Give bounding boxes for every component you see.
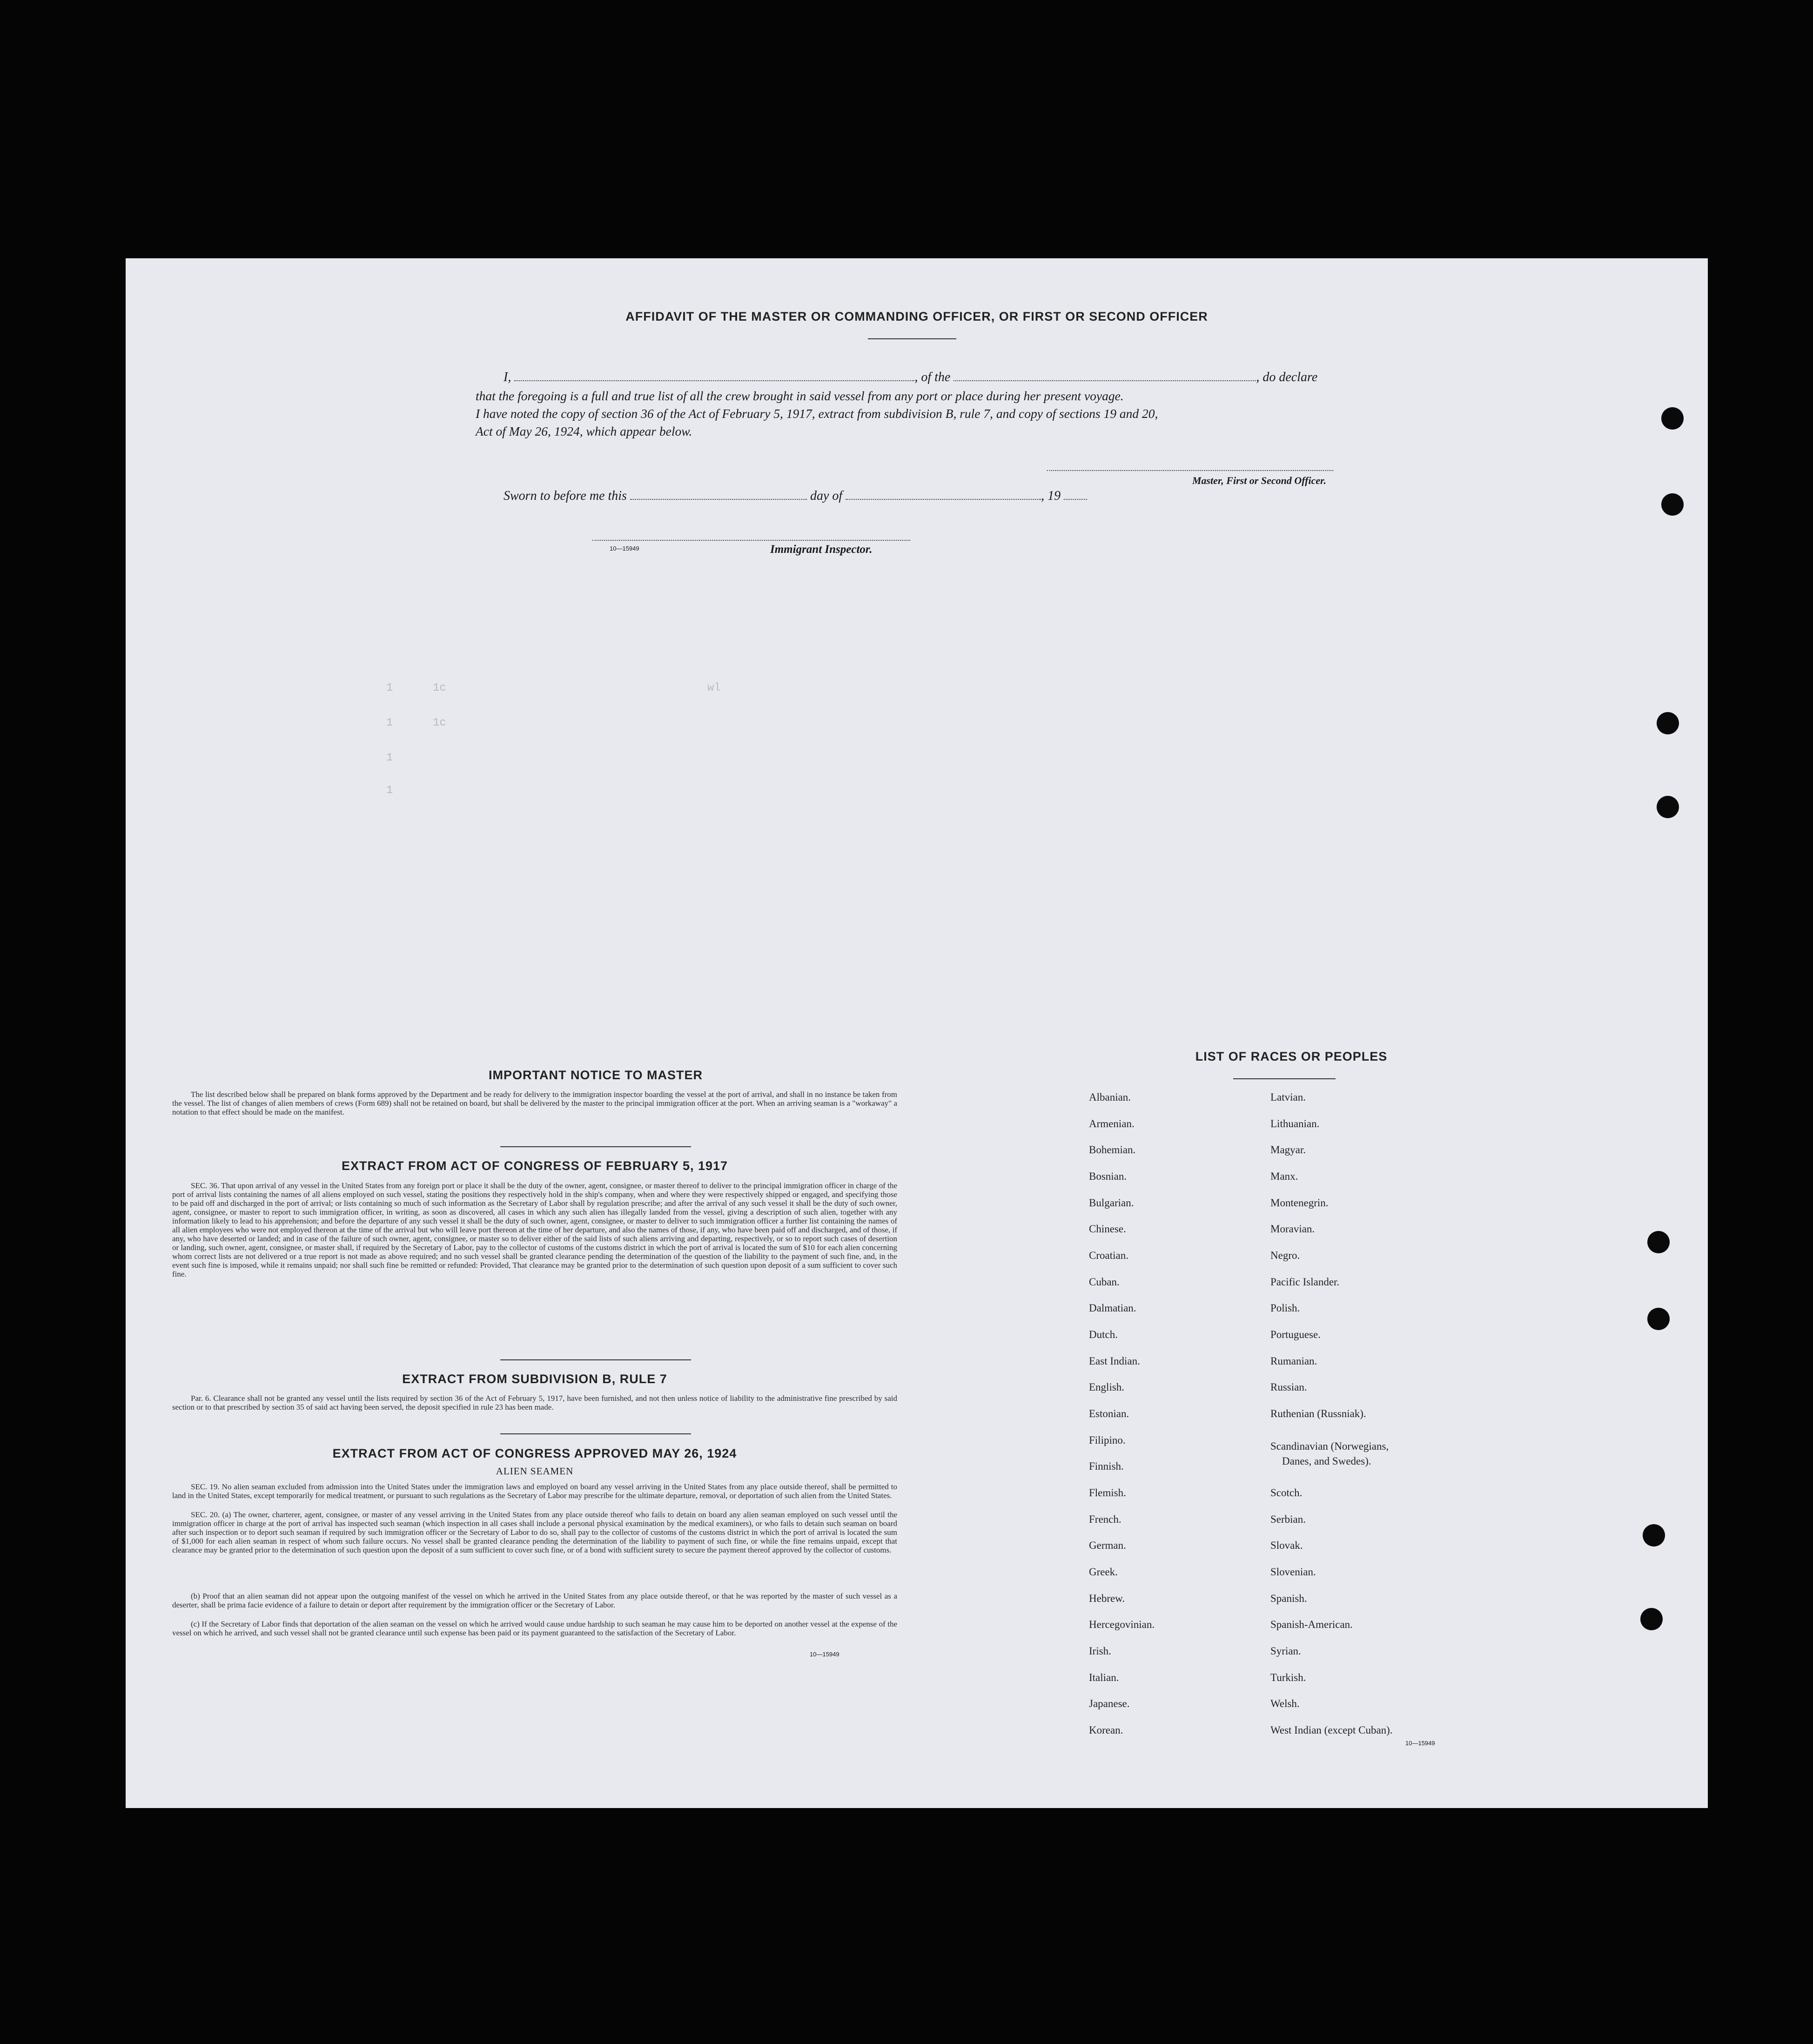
race-item: Estonian.: [1089, 1408, 1129, 1419]
race-item: Armenian.: [1089, 1118, 1135, 1130]
punch-hole: [1647, 1308, 1670, 1330]
races-title: LIST OF RACES OR PEOPLES: [1195, 1049, 1388, 1063]
race-item: Finnish.: [1089, 1460, 1124, 1472]
race-item: Latvian.: [1270, 1091, 1306, 1103]
signature-label: Master, First or Second Officer.: [1192, 475, 1326, 486]
inspector-label: Immigrant Inspector.: [770, 543, 873, 556]
punch-hole: [1640, 1608, 1663, 1630]
extract-1924-sec20c: (c) If the Secretary of Labor finds that deportation of the alien seaman on the vessel on which he arrived would cause undue hardship to such seaman he may cause him to be deported on another vessel at the expense of the vessel on which he arrived, and such vessel shall not be granted clearance until such expense has been paid or its payment guaranteed to the satisfaction of the Secretary of Labor.: [172, 1620, 897, 1637]
rule7-title: EXTRACT FROM SUBDIVISION B, RULE 7: [402, 1372, 667, 1386]
sworn-day-of: day of: [810, 489, 843, 503]
race-item: Hercegovinian.: [1089, 1619, 1155, 1630]
race-item: English.: [1089, 1381, 1125, 1393]
race-item: Bohemian.: [1089, 1144, 1136, 1156]
punch-hole: [1657, 796, 1679, 818]
race-item: Polish.: [1270, 1302, 1300, 1314]
races-form-number: 10—15949: [1405, 1740, 1435, 1747]
race-item: Montenegrin.: [1270, 1197, 1329, 1209]
race-item: Turkish.: [1270, 1672, 1306, 1683]
bleed-through: wl: [707, 682, 721, 694]
race-item: Chinese.: [1089, 1223, 1126, 1235]
race-item: Irish.: [1089, 1645, 1111, 1657]
race-item: Bosnian.: [1089, 1170, 1127, 1182]
race-item: Negro.: [1270, 1250, 1300, 1261]
extract-1924-subtitle: ALIEN SEAMEN: [496, 1466, 574, 1477]
race-item: Croatian.: [1089, 1250, 1128, 1261]
extract-1924-sec20a: SEC. 20. (a) The owner, charterer, agent, consignee, or master of any vessel arriving in the United States from any place outside thereof who fails to detain on board any alien seaman employed on such vessel until the immigration officer in charge at the port of arrival has inspected such seaman (which inspection in all cases shall include a personal physical examination by the medical examiners), or who fails to detain such seaman on board after such inspection or to deport such seaman if required by such immigration officer or the Secretary of Labor to do so, shall pay to the collector of customs of the customs district in which the port of arrival is located the sum of $1,000 for each alien seaman in respect of whom such failure occurs. No vessel shall be granted clearance pending the determination of the liability to payment of such fine, or while the fine remains unpaid, except that clearance may be granted prior to the determination of such question upon the deposit of a sum sufficient to cover such fine, or of a bond with sufficient surety to secure the payment thereof approved by the collector of customs.: [172, 1510, 897, 1554]
affidavit-title: AFFIDAVIT OF THE MASTER OR COMMANDING OFFICER, OR FIRST OR SECOND OFFICER: [625, 309, 1208, 323]
race-item: Russian.: [1270, 1381, 1307, 1393]
race-item: Japanese.: [1089, 1698, 1130, 1709]
race-item: Magyar.: [1270, 1144, 1306, 1156]
divider: [500, 1359, 691, 1360]
sworn-prefix: Sworn to before me this: [504, 489, 627, 503]
declaration-do-declare: , do declare: [1256, 370, 1318, 384]
affidavit-form-number: 10—15949: [610, 545, 639, 552]
race-item: Scandinavian (Norwegians,: [1270, 1440, 1389, 1452]
race-item: Flemish.: [1089, 1487, 1126, 1499]
punch-hole: [1657, 712, 1679, 734]
extract-1924-form-number: 10—15949: [810, 1651, 839, 1658]
punch-hole: [1647, 1231, 1670, 1253]
extract-1924-sec20b: (b) Proof that an alien seaman did not appear upon the outgoing manifest of the vessel on which he arrived in the United States from any place outside thereof, or that he was reported by the master of such vessel as a deserter, shall be prima facie evidence of a failure to detain or deport after requirement by the immigration officer or the Secretary of Labor.: [172, 1592, 897, 1609]
bleed-through: 1: [386, 784, 393, 797]
race-item-continuation: Danes, and Swedes).: [1282, 1455, 1371, 1467]
declaration-line-3: I have noted the copy of section 36 of the Act of February 5, 1917, extract from subdivision B, rule 7, and copy of sections 19 and 20,: [476, 406, 1158, 421]
vessel-blank[interactable]: [954, 380, 1256, 381]
race-item: Moravian.: [1270, 1223, 1315, 1235]
declaration-line-4: Act of May 26, 1924, which appear below.: [476, 424, 692, 438]
signature-line[interactable]: [1047, 470, 1333, 471]
race-item: Italian.: [1089, 1672, 1119, 1683]
race-item: Filipino.: [1089, 1434, 1126, 1446]
race-item: Serbian.: [1270, 1513, 1306, 1525]
race-item: Spanish-American.: [1270, 1619, 1353, 1630]
race-item: Ruthenian (Russniak).: [1270, 1408, 1366, 1419]
notice-body: The list described below shall be prepared on blank forms approved by the Department and be ready for delivery to the immigration inspector boarding the vessel at the port of arrival, and shall in no instance be taken from the vessel. The list of changes of alien members of crews (Form 689) shall not be retained on board, but shall be delivered by the master to the principal immigration officer at the port. When an arriving seaman is a "workaway" a notation to that effect should be made on the manifest.: [172, 1090, 897, 1116]
race-item: Lithuanian.: [1270, 1118, 1320, 1130]
divider: [868, 338, 956, 339]
notice-title: IMPORTANT NOTICE TO MASTER: [489, 1068, 703, 1082]
race-item: West Indian (except Cuban).: [1270, 1724, 1393, 1736]
sworn-month-blank[interactable]: [846, 499, 1041, 500]
sworn-line: [504, 489, 1295, 504]
race-item: Greek.: [1089, 1566, 1118, 1578]
extract-1924-sec19: SEC. 19. No alien seaman excluded from admission into the United States under the immigration laws and employed on board any vessel arriving in the United States from any place outside thereof, shall be permitted to land in the United States, except temporarily for medical treatment, or pursuant to such regulations as the Secretary of Labor may prescribe for the ultimate departure, removal, or deportation of such alien from the United States.: [172, 1482, 897, 1500]
race-item: Syrian.: [1270, 1645, 1301, 1657]
race-item: German.: [1089, 1540, 1126, 1551]
race-item: Portuguese.: [1270, 1329, 1321, 1340]
extract-1917-title: EXTRACT FROM ACT OF CONGRESS OF FEBRUARY 5, 1917: [341, 1159, 728, 1173]
declaration-i: I,: [504, 370, 511, 384]
bleed-through: 1: [386, 752, 393, 764]
declaration-line-2: that the foregoing is a full and true list of all the crew brought in said vessel from any port or place during her present voyage.: [476, 389, 1124, 403]
bleed-through: 1c: [433, 717, 446, 729]
extract-1924-title: EXTRACT FROM ACT OF CONGRESS APPROVED MAY 26, 1924: [332, 1446, 737, 1460]
race-item: East Indian.: [1089, 1355, 1140, 1367]
inspector-signature-line[interactable]: [592, 540, 910, 541]
race-item: Pacific Islander.: [1270, 1276, 1340, 1288]
race-item: Dutch.: [1089, 1329, 1118, 1340]
race-item: Korean.: [1089, 1724, 1123, 1736]
document-sheet: [126, 258, 1708, 1808]
race-item: Albanian.: [1089, 1091, 1131, 1103]
sworn-year-blank[interactable]: [1064, 499, 1087, 500]
race-item: Welsh.: [1270, 1698, 1300, 1709]
race-item: Slovenian.: [1270, 1566, 1316, 1578]
bleed-through: 1: [386, 717, 393, 729]
race-item: Spanish.: [1270, 1593, 1307, 1604]
divider: [500, 1146, 691, 1147]
punch-hole: [1661, 493, 1684, 516]
rule7-body: Par. 6. Clearance shall not be granted any vessel until the lists required by section 36 of the Act of February 5, 1917, have been furnished, and not then unless notice of liability to the administrative fine prescribed by said section or to that prescribed by section 35 of said act having been served, the deposit specified in rule 23 has been made.: [172, 1394, 897, 1412]
sworn-year: , 19: [1041, 489, 1061, 503]
declaration-line-1: [504, 370, 1388, 385]
race-item: Scotch.: [1270, 1487, 1303, 1499]
punch-hole: [1643, 1524, 1665, 1546]
name-blank[interactable]: [514, 380, 914, 381]
race-item: French.: [1089, 1513, 1121, 1525]
race-item: Manx.: [1270, 1170, 1298, 1182]
sworn-day-blank[interactable]: [630, 499, 807, 500]
race-item: Rumanian.: [1270, 1355, 1317, 1367]
divider: [1233, 1078, 1336, 1079]
divider: [500, 1433, 691, 1434]
punch-hole: [1661, 407, 1684, 430]
bleed-through: 1: [386, 682, 393, 694]
bleed-through: 1c: [433, 682, 446, 694]
race-item: Hebrew.: [1089, 1593, 1125, 1604]
extract-1917-body: SEC. 36. That upon arrival of any vessel in the United States from any foreign port or place it shall be the duty of the owner, agent, consignee, or master thereof to deliver to the principal immigration officer in charge of the port of arrival lists containing the names of all aliens employed on such vessel, stating the positions they respectively hold in the ship's company, when and where they were respectively shipped or engaged, and specifying those to be paid off and discharged in the port of arrival; or lists containing so much of such information as the Secretary of Labor shall by regulation prescribe; and after the arrival of any such vessel it shall be the duty of such owner, agent, consignee, or master to report to such immigration officer, in writing, as soon as discovered, all cases in which any such alien has illegally landed from the vessel, giving a description of such alien, together with any information likely to lead to his apprehension; and before the departure of any such vessel it shall be the duty of such owner, agent, consignee, or master to deliver to such immigration officer a further list containing the names of all alien employees who were not employed thereon at the time of the arrival but who will leave port thereon at the time of her departure, and also the names of those, if any, who have been paid off and discharged, and of those, if any, who have deserted or landed; and in case of the failure of such owner, agent, consignee, or master so to deliver either of the said lists of such aliens arriving and departing, respectively, or so to report such cases of desertion or landing, such owner, agent, consignee, or master shall, if required by the Secretary of Labor, pay to the collector of customs of the customs district in which the port of arrival is located the sum of $10 for each alien concerning whom correct lists are not delivered or a true report is not made as above required; and no such vessel shall be granted clearance pending the determination of the question of the liability to the payment of such fine, and, in the event such fine is imposed, while it remains unpaid; nor shall such fine be remitted or refunded: Provided, That clearance may be granted prior to the determination of such question upon deposit of a sum sufficient to cover such fine.: [172, 1181, 897, 1278]
declaration-of-the: , of the: [914, 370, 951, 384]
race-item: Slovak.: [1270, 1540, 1303, 1551]
race-item: Bulgarian.: [1089, 1197, 1134, 1209]
race-item: Cuban.: [1089, 1276, 1120, 1288]
race-item: Dalmatian.: [1089, 1302, 1136, 1314]
